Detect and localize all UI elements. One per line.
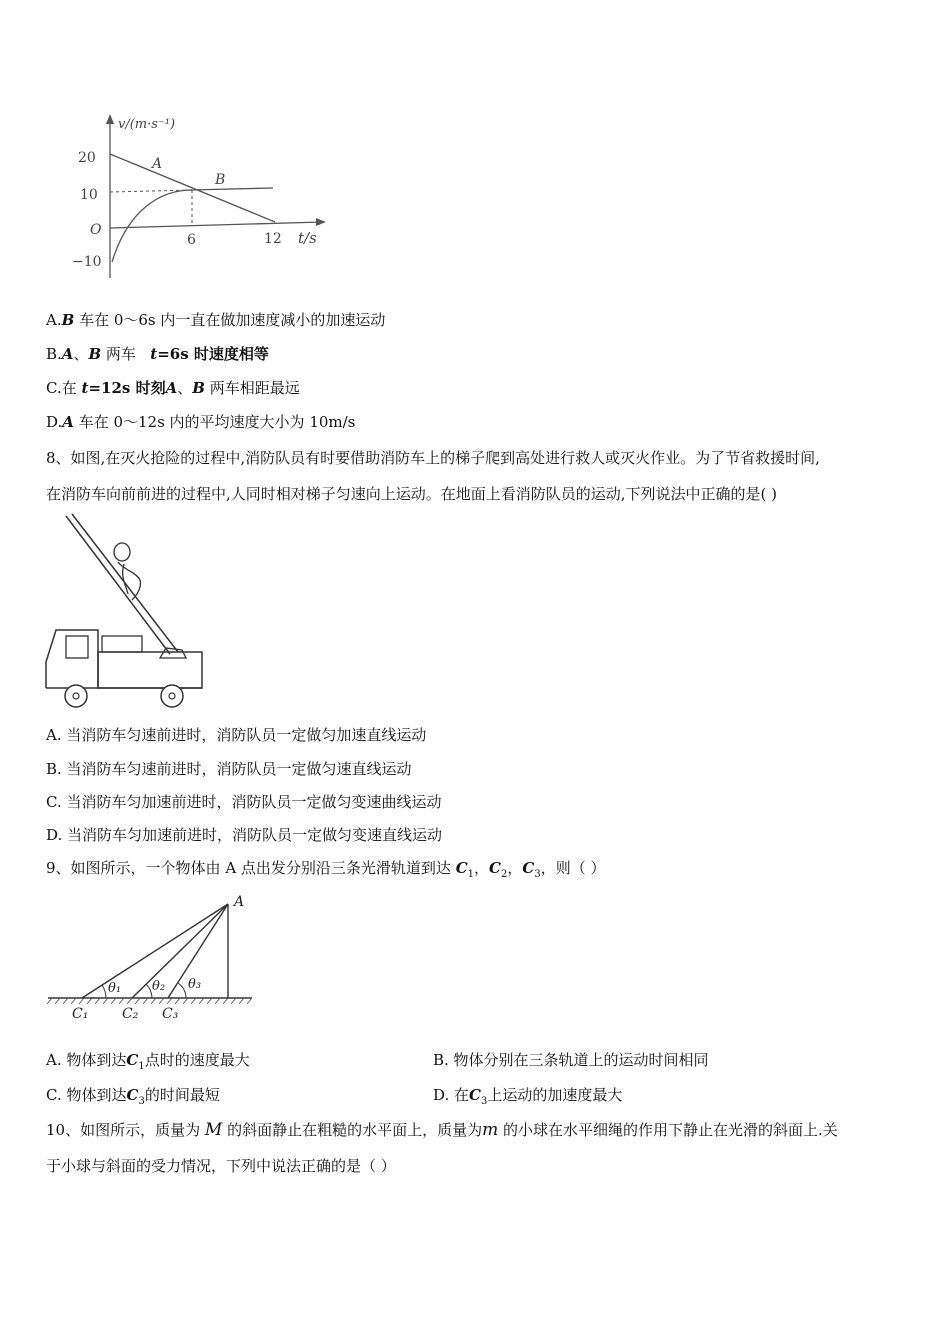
label-B: B: [215, 172, 226, 188]
x-axis-label: t/s: [298, 229, 317, 247]
y-tick-20: 20: [78, 150, 96, 166]
ground-hatching: [47, 998, 252, 1004]
firefighter-head: [114, 543, 130, 561]
truck-window: [66, 636, 88, 658]
q7-option-d[interactable]: D.A 车在 0～12s 内的平均速度大小为 10m/s: [46, 413, 356, 431]
q7-option-b[interactable]: B.A、B 两车 t=6s 时速度相等: [46, 345, 269, 363]
x-tick-6: 6: [187, 232, 196, 248]
q8-option-d[interactable]: D. 当消防车匀加速前进时，消防队员一定做匀变速直线运动: [46, 826, 443, 844]
q8-stem-line1: 8、如图,在灭火抢险的过程中,消防队员有时要借助消防车上的梯子爬到高处进行救人或灭火作业。为了节省救援时间,: [46, 449, 820, 467]
front-wheel: [65, 685, 87, 707]
line-B: [190, 188, 273, 190]
theta2-label: θ₂: [152, 979, 166, 994]
q9-option-a[interactable]: A. 物体到达$C_1$点时的速度最大: [46, 1051, 250, 1072]
q9-option-c[interactable]: C. 物体到达$C_3$的时间最短: [46, 1086, 220, 1107]
vt-graph-svg: [70, 110, 340, 285]
ladder-rail-1: [66, 516, 170, 654]
y-axis-label: v/(m·s⁻¹): [118, 117, 176, 132]
fire-truck-figure: [42, 512, 212, 712]
y-tick-neg10: −10: [72, 254, 102, 270]
origin-label: O: [90, 222, 102, 238]
q8-option-b[interactable]: B. 当消防车匀速前进时，消防队员一定做匀速直线运动: [46, 760, 412, 778]
firefighter-body: [118, 562, 141, 600]
label-A: A: [152, 156, 163, 172]
x-axis-arrow: [316, 218, 326, 226]
incline-svg: [46, 890, 261, 1025]
angle-arc-3: [178, 983, 186, 998]
fire-truck-svg: [42, 512, 212, 712]
truck-box: [102, 636, 142, 652]
q9-stem: 9、如图所示，一个物体由 A 点出发分别沿三条光滑轨道到达 $C_1$，$C_2$，$C_3$，则（ ）: [46, 859, 606, 880]
vt-graph-figure: [70, 110, 340, 285]
theta1-label: θ₁: [108, 981, 122, 996]
q10-stem-line1: 10、如图所示，质量为 M 的斜面静止在粗糙的水平面上，质量为m 的小球在水平细绳的作用下静止在光滑的斜面上.关: [46, 1120, 838, 1140]
incline-figure: [46, 890, 261, 1025]
x-axis: [110, 222, 322, 228]
y-tick-10: 10: [80, 187, 98, 203]
C2-label: C₂: [122, 1006, 139, 1022]
q8-option-c[interactable]: C. 当消防车匀加速前进时，消防队员一定做匀变速曲线运动: [46, 793, 442, 811]
q7-option-a[interactable]: A.B 车在 0～6s 内一直在做加速度减小的加速运动: [46, 311, 386, 329]
truck-cab: [46, 630, 98, 688]
x-tick-12: 12: [264, 231, 282, 247]
ladder-base: [160, 648, 186, 658]
C3-label: C₃: [162, 1006, 179, 1022]
point-A-label: A: [234, 894, 245, 910]
y-axis-arrow: [106, 114, 114, 124]
q8-stem-line2: 在消防车向前前进的过程中,人同时相对梯子匀速向上运动。在地面上看消防队员的运动,下列说法中正确的是( ): [46, 485, 778, 503]
theta3-label: θ₃: [188, 977, 202, 992]
q7-option-c[interactable]: C.在 t=12s 时刻A、B 两车相距最远: [46, 379, 300, 397]
q9-option-b[interactable]: B. 物体分别在三条轨道上的运动时间相同: [433, 1051, 709, 1069]
angle-arc-1: [102, 985, 106, 998]
q9-option-d[interactable]: D. 在$C_3$上运动的加速度最大: [433, 1086, 623, 1107]
q10-stem-line2: 于小球与斜面的受力情况，下列中说法正确的是（ ）: [46, 1157, 396, 1175]
rear-wheel: [161, 685, 183, 707]
q8-option-a[interactable]: A. 当消防车匀速前进时，消防队员一定做匀加速直线运动: [46, 726, 427, 744]
C1-label: C₁: [72, 1006, 89, 1022]
